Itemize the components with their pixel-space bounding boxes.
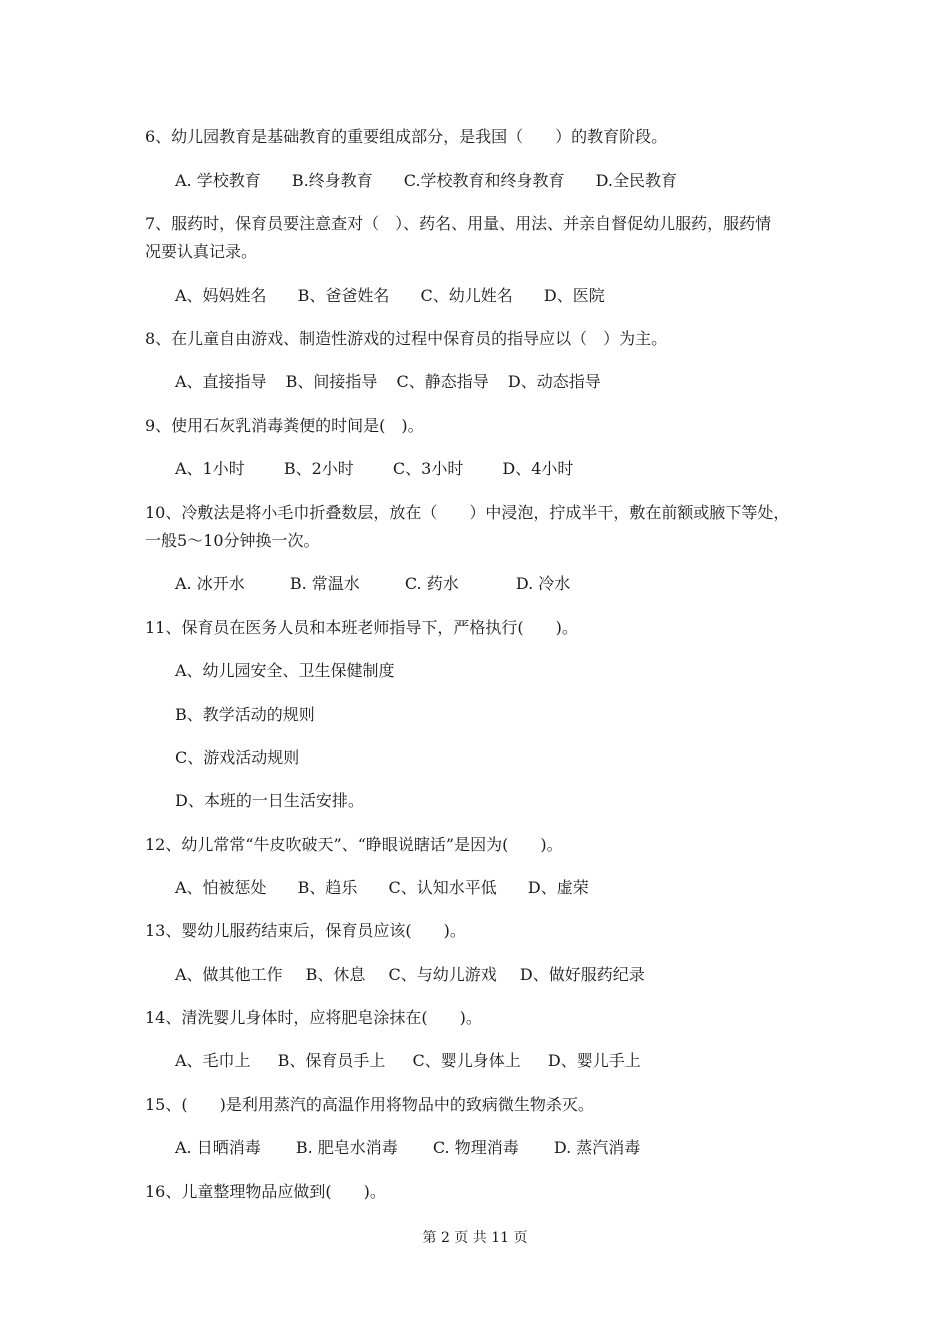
option: A、直接指导 xyxy=(175,372,267,391)
option: C. 物理消毒 xyxy=(432,1138,519,1157)
option: D.全民教育 xyxy=(595,171,677,190)
question-14-options xyxy=(175,1050,667,1072)
question-12-options xyxy=(175,877,615,899)
option: D、4小时 xyxy=(502,459,574,478)
option: C、静态指导 xyxy=(396,372,489,391)
question-11-option-d: D、本班的一日生活安排。 xyxy=(175,791,364,810)
question-11-option-a: A、幼儿园安全、卫生保健制度 xyxy=(175,661,395,680)
option: C. 药水 xyxy=(404,574,459,593)
option: A、怕被惩处 xyxy=(175,878,267,897)
question-13-options xyxy=(175,964,671,986)
question-10-stem: 10、冷敷法是将小毛巾折叠数层，放在（ ）中浸泡，拧成半干，敷在前额或腋下等处， xyxy=(145,503,790,522)
question-9-stem: 9、使用石灰乳消毒粪便的时间是( )。 xyxy=(145,416,424,435)
option: B. 肥皂水消毒 xyxy=(295,1138,398,1157)
question-7-stem: 7、服药时，保育员要注意查对（ ）、药名、用量、用法、并亲自督促幼儿服药，服药情 xyxy=(145,214,772,233)
option: B. 常温水 xyxy=(289,574,360,593)
option: A、做其他工作 xyxy=(175,965,283,984)
question-14-stem: 14、清洗婴儿身体时，应将肥皂涂抹在( )。 xyxy=(145,1008,482,1027)
question-8-options xyxy=(175,371,615,393)
option: D. 冷水 xyxy=(515,574,571,593)
question-16-stem: 16、儿童整理物品应做到( )。 xyxy=(145,1182,386,1201)
question-9-options xyxy=(175,458,607,480)
option: D、动态指导 xyxy=(507,372,601,391)
option: A. 日晒消毒 xyxy=(175,1138,261,1157)
option: B、2小时 xyxy=(283,459,354,478)
option: A. 冰开水 xyxy=(175,574,245,593)
option: D、虚荣 xyxy=(527,878,589,897)
question-6-options xyxy=(175,170,703,192)
question-6-stem: 6、幼儿园教育是基础教育的重要组成部分，是我国（ ）的教育阶段。 xyxy=(145,127,668,146)
option: B、间接指导 xyxy=(285,372,378,391)
question-15-stem: 15、( )是利用蒸汽的高温作用将物品中的致病微生物杀灭。 xyxy=(145,1095,594,1114)
option: D. 蒸汽消毒 xyxy=(553,1138,641,1157)
option: C、婴儿身体上 xyxy=(412,1051,521,1070)
option: D、做好服药纪录 xyxy=(519,965,645,984)
question-7-options xyxy=(175,285,631,307)
option: C、3小时 xyxy=(392,459,464,478)
option: A、妈妈姓名 xyxy=(175,286,267,305)
option: B、保育员手上 xyxy=(277,1051,386,1070)
question-12-stem: 12、幼儿常常“牛皮吹破天”、“睁眼说瞎话”是因为( )。 xyxy=(145,835,563,854)
page-footer: 第 2 页 共 11 页 xyxy=(422,1230,528,1246)
question-15-options xyxy=(175,1137,666,1159)
question-11-stem: 11、保育员在医务人员和本班老师指导下，严格执行( )。 xyxy=(145,618,578,637)
option: D、医院 xyxy=(543,286,605,305)
option: B、休息 xyxy=(305,965,366,984)
question-13-stem: 13、婴幼儿服药结束后，保育员应该( )。 xyxy=(145,921,466,940)
question-11-option-c: C、游戏活动规则 xyxy=(175,748,300,767)
option: C、幼儿姓名 xyxy=(420,286,513,305)
option: C、认知水平低 xyxy=(388,878,497,897)
option: A、毛巾上 xyxy=(175,1051,251,1070)
question-11-option-b: B、教学活动的规则 xyxy=(175,705,315,724)
option: C、与幼儿游戏 xyxy=(388,965,497,984)
option: B.终身教育 xyxy=(291,171,373,190)
question-8-stem: 8、在儿童自由游戏、制造性游戏的过程中保育员的指导应以（ ）为主。 xyxy=(145,329,668,348)
option: B、趋乐 xyxy=(297,878,358,897)
option: A. 学校教育 xyxy=(175,171,261,190)
question-10-stem-cont: 一般5～10分钟换一次。 xyxy=(145,531,320,550)
option: B、爸爸姓名 xyxy=(297,286,390,305)
question-10-options xyxy=(175,573,596,595)
question-7-stem-cont: 况要认真记录。 xyxy=(145,242,258,261)
option: D、婴儿手上 xyxy=(547,1051,641,1070)
option: C.学校教育和终身教育 xyxy=(403,171,565,190)
option: A、1小时 xyxy=(175,459,245,478)
